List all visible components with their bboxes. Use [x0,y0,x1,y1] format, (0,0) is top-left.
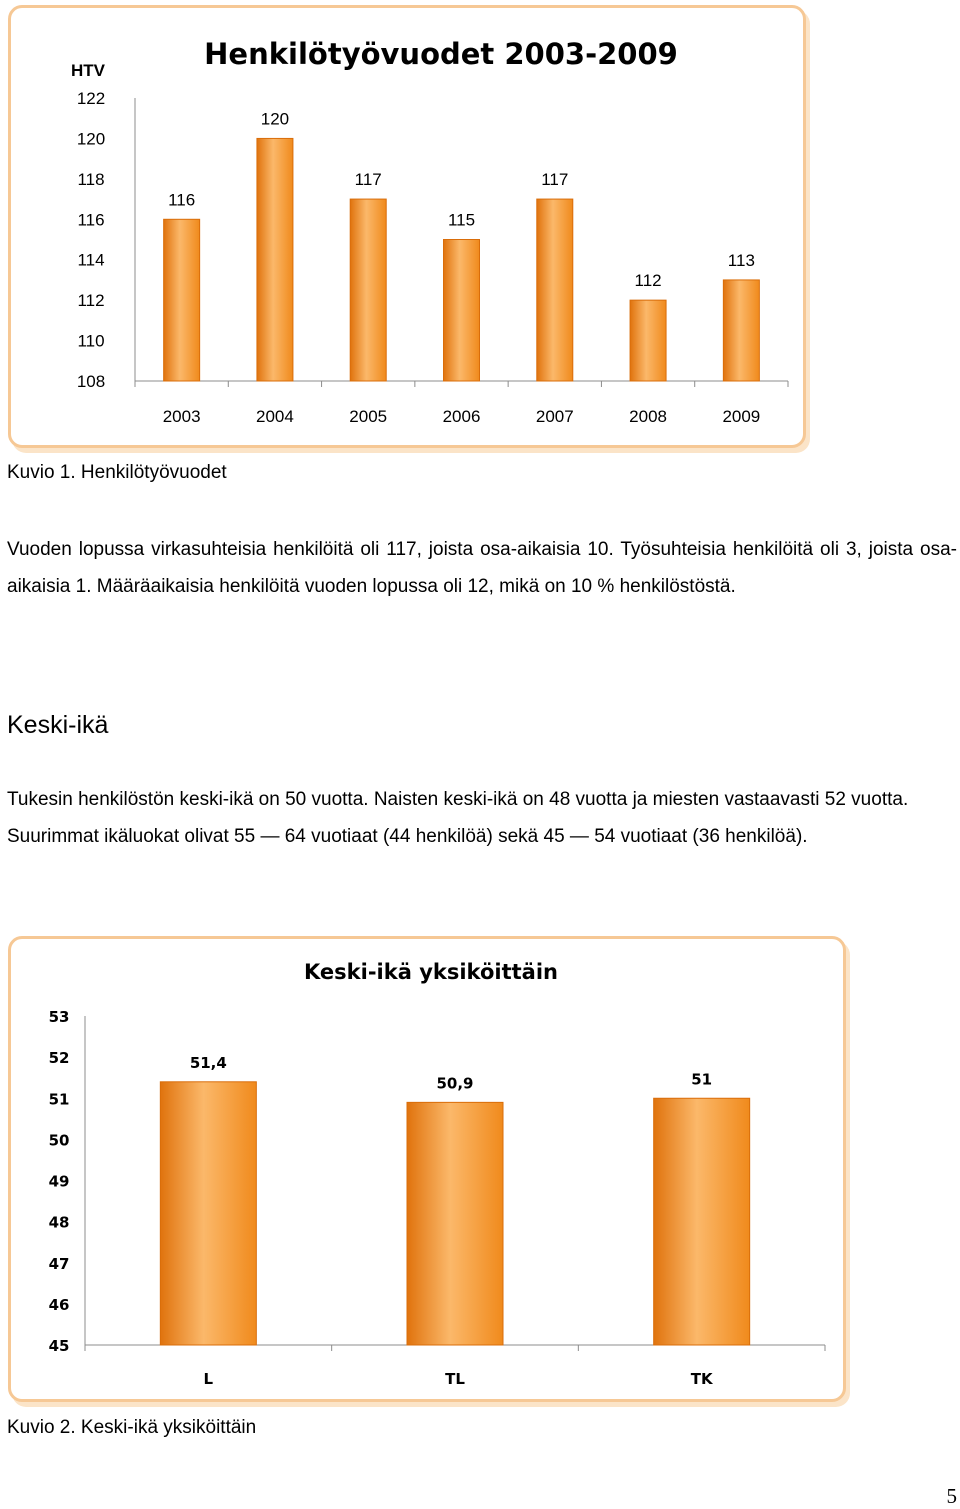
y-tick-label: 51 [48,1090,70,1109]
y-tick-label: 53 [48,1008,70,1026]
chart-age [11,939,849,1405]
y-tick-label: 47 [48,1254,70,1273]
chart-htv-frame [8,5,806,448]
y-tick-label: 122 [76,89,106,108]
data-label: 112 [634,271,662,291]
y-tick-label: 108 [76,372,106,391]
data-label: 51 [691,1070,713,1089]
data-label: 115 [447,210,476,230]
y-tick-label: 120 [76,129,106,149]
bar [630,300,666,381]
bar [350,199,386,381]
bar [723,280,759,381]
y-tick-label: 52 [48,1049,70,1068]
page-number: 5 [946,1484,957,1508]
y-tick-label: 50 [48,1131,70,1150]
data-label: 116 [168,190,196,210]
bar [444,240,480,382]
y-tick-label: 49 [48,1172,70,1191]
x-tick-label: 2005 [349,407,388,426]
y-tick-label: 114 [77,250,105,270]
bar [257,138,293,381]
section-heading: Keski-ikä [7,711,109,739]
data-label: 50,9 [436,1074,474,1093]
chart-htv [11,8,809,451]
data-label: 117 [354,170,382,190]
y-tick-label: 116 [77,210,105,230]
y-tick-label: 48 [48,1213,70,1232]
chart-title: Keski-ikä yksiköittäin [304,960,558,984]
x-tick-label: 2006 [442,407,481,426]
x-tick-label: TK [690,1370,713,1388]
data-label: 117 [541,170,569,190]
figure-2-caption: Kuvio 2. Keski-ikä yksiköittäin [7,1417,257,1438]
x-tick-label: 2009 [722,407,761,426]
bar [654,1098,750,1345]
bar [537,199,573,381]
y-tick-label: 118 [77,169,105,189]
x-tick-label: 2004 [256,407,294,426]
x-tick-label: 2007 [535,407,574,426]
y-tick-label: 45 [48,1337,70,1355]
bar [160,1082,256,1345]
y-tick-label: 46 [48,1295,70,1314]
x-tick-label: 2008 [629,407,667,426]
x-tick-label: TL [445,1370,465,1388]
age-paragraph: Tukesin henkilöstön keski-ikä on 50 vuotta. Naisten keski-ikä on 48 vuotta ja miesten vastaavasti 52 vuotta. Suurimmat ikäluokat olivat 55 ― 64 vuotiaat (44 henkilöä) sekä 45 ― 54 vuotiaat (36 henkilöä). [7,789,909,847]
y-tick-label: 112 [77,291,105,311]
bar [164,219,200,381]
data-label: 120 [260,109,290,129]
bar [407,1102,503,1345]
chart-age-frame [8,936,846,1402]
figure-1-caption: Kuvio 1. Henkilötyövuodet [7,462,227,483]
y-tick-label: 110 [77,331,105,351]
data-label: 51,4 [189,1053,227,1072]
data-label: 113 [727,250,755,270]
x-tick-label: 2003 [162,407,201,426]
chart-title: Henkilötyövuodet 2003-2009 [204,37,678,71]
staff-paragraph: Vuoden lopussa virkasuhteisia henkilöitä oli 117, joista osa-aikaisia 10. Työsuhteisia henkilöitä oli 3, joista osa-aikaisia 1. Määräaikaisia henkilöitä vuoden lopussa oli 12, mikä on 10 % henkilöstöstä. [7,539,957,597]
x-tick-label: L [203,1370,214,1388]
y-axis-label: HTV [71,61,105,80]
